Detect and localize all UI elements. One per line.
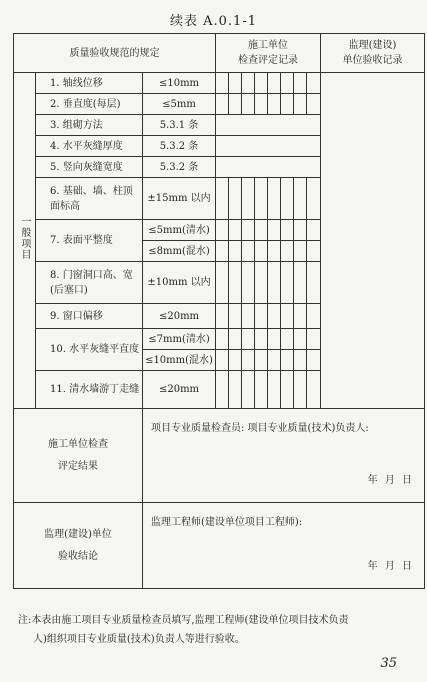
merged-record-cell (216, 136, 321, 157)
header-spec: 质量验收规范的规定 (14, 34, 216, 73)
contractor-signature-cell (143, 409, 425, 503)
header-contractor-record (216, 34, 321, 73)
item-name: 8. 门窗洞口高、宽(后塞口) (36, 262, 143, 304)
item-spec: ≤5mm(清水) (143, 220, 216, 241)
header-contractor-line1: 施工单位 (248, 40, 289, 51)
contractor-conclusion-label (14, 409, 143, 503)
header-contractor-line2: 检查评定记录 (238, 55, 299, 66)
footnote-line2: 人)组织项目专业质量(技术)负责人等进行验收。 (33, 634, 245, 645)
merged-record-cell (216, 115, 321, 136)
item-name: 6. 基础、墙、柱顶面标高 (36, 178, 143, 220)
inspection-form-table (13, 33, 425, 589)
supervisor-conclusion-line1: 监理(建设)单位 (44, 528, 112, 540)
item-spec-secondary: ≤10mm(混水) (143, 350, 216, 371)
table-title: 续表 A.0.1-1 (170, 14, 257, 29)
table-row (14, 73, 425, 94)
supervisor-record-cell (321, 73, 425, 409)
category-cell (14, 73, 36, 409)
header-supervisor-line2: 单位验收记录 (342, 55, 403, 66)
item-name: 9. 窗口偏移 (36, 304, 143, 329)
item-name: 5. 竖向灰缝宽度 (36, 157, 143, 178)
item-spec: ≤5mm (143, 94, 216, 115)
item-spec: 5.3.1 条 (143, 115, 216, 136)
header-supervisor-line1: 监理(建设) (348, 40, 397, 51)
contractor-conclusion-line1: 施工单位检查 (48, 438, 108, 450)
item-spec: ≤20mm (143, 371, 216, 409)
merged-record-cell (216, 157, 321, 178)
footnote-line1: 注:本表由施工项目专业质量检查员填写,监理工程师(建设单位项目技术负责 (18, 615, 349, 626)
supervisor-signature-cell (143, 503, 425, 589)
item-spec: ≤7mm(清水) (143, 329, 216, 350)
contractor-conclusion-row (14, 409, 425, 503)
item-spec: ±10mm 以内 (143, 262, 216, 304)
item-name: 11. 清水墙游丁走缝 (36, 371, 143, 409)
item-spec: 5.3.2 条 (143, 157, 216, 178)
item-spec: ≤10mm (143, 73, 216, 94)
supervisor-date: 年 月 日 (367, 561, 415, 572)
supervisor-conclusion-row (14, 503, 425, 589)
page-number: 35 (380, 656, 397, 671)
item-name: 1. 轴线位移 (36, 73, 143, 94)
item-spec: ≤20mm (143, 304, 216, 329)
supervisor-conclusion-line2: 验收结论 (58, 550, 98, 562)
item-spec-secondary: ≤8mm(混水) (143, 241, 216, 262)
item-name: 4. 水平灰缝厚度 (36, 136, 143, 157)
supervisor-signature-text: 监理工程师(建设单位项目工程师): (151, 517, 303, 528)
header-supervisor-record (321, 34, 425, 73)
contractor-conclusion-line2: 评定结果 (58, 460, 98, 472)
item-name: 7. 表面平整度 (36, 220, 143, 262)
header-row (14, 34, 425, 73)
contractor-signature-text: 项目专业质量检查员: 项目专业质量(技术)负责人: (151, 423, 369, 434)
item-name: 10. 水平灰缝平直度 (36, 329, 143, 371)
footnote (18, 611, 416, 649)
item-name: 3. 组砌方法 (36, 115, 143, 136)
contractor-date: 年 月 日 (367, 475, 415, 486)
item-spec: 5.3.2 条 (143, 136, 216, 157)
supervisor-conclusion-label (14, 503, 143, 589)
category-label: 一般项目 (19, 216, 30, 260)
item-spec: ±15mm 以内 (143, 178, 216, 220)
item-name: 2. 垂直度(每层) (36, 94, 143, 115)
